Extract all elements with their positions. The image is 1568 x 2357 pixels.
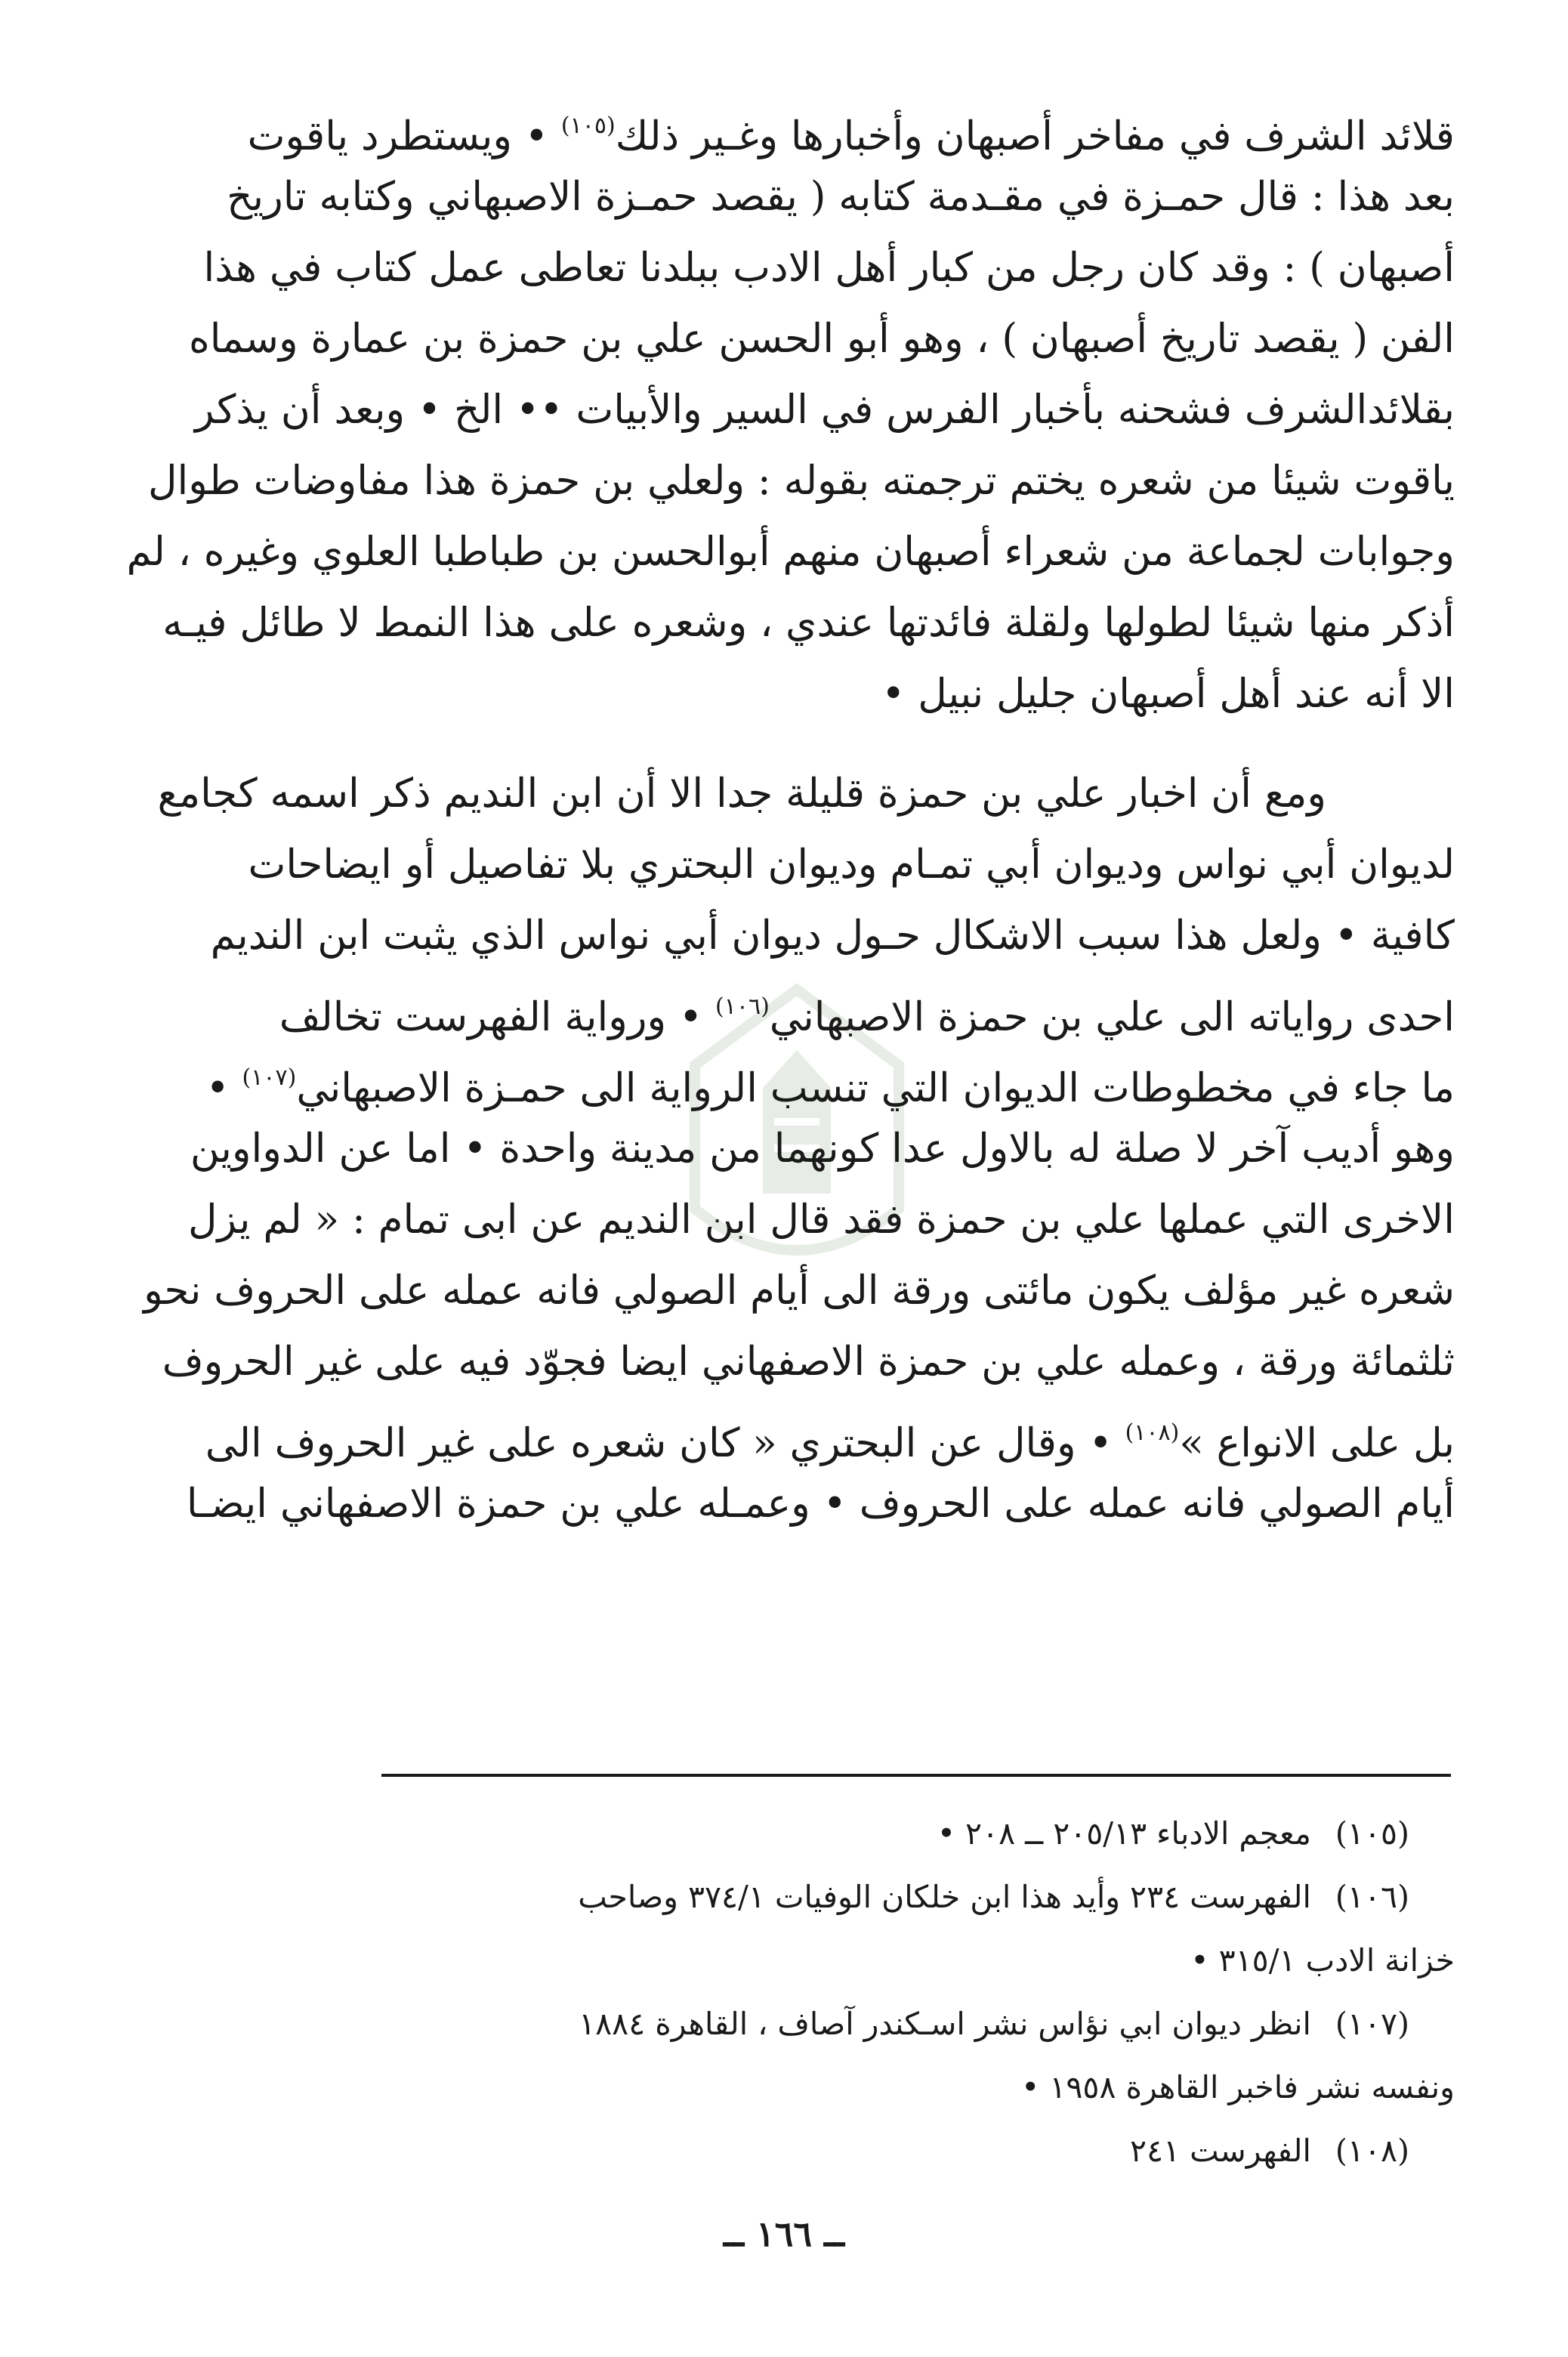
text-line	[113, 588, 1455, 659]
footnote-number: (١٠٦)	[1335, 1879, 1409, 1915]
footnote-line	[113, 1992, 1455, 2056]
footnote-separator	[381, 1774, 1451, 1777]
text-line	[113, 162, 1455, 233]
text-line	[113, 91, 1455, 162]
line-text: وهو أديب آخر لا صلة له بالاول عدا كونهما من مدينة واحدة • اما عن الدواوين	[190, 1126, 1455, 1172]
footnote-line	[113, 1929, 1455, 1992]
text-line	[113, 1185, 1455, 1256]
text-line	[113, 900, 1455, 972]
text-line	[113, 1114, 1455, 1185]
line-text: ثلثمائة ورقة ، وعمله علي بن حمزة الاصفهاني ايضا فجوّد فيه على غير الحروف	[162, 1339, 1455, 1385]
footnote-number: (١٠٨)	[1335, 2133, 1409, 2169]
footnote-marker[interactable]: (١٠٧)	[242, 1064, 297, 1091]
line-text: الفن ( يقصد تاريخ أصبهان ) ، وهو أبو الحسن علي بن حمزة بن عمارة وسماه	[189, 316, 1455, 362]
text-line	[113, 1398, 1455, 1469]
line-text-after: • ويستطرد ياقوت	[247, 113, 561, 159]
footnote-text: الفهرست ٢٤١	[1130, 2133, 1311, 2169]
footnote-line	[113, 1802, 1455, 1865]
line-text: الا أنه عند أهل أصبهان جليل نبيل •	[881, 671, 1455, 717]
paragraph-gap	[113, 730, 1455, 758]
text-line	[113, 446, 1455, 517]
line-text: كافية • ولعل هذا سبب الاشكال حـول ديوان أبي نواس الذي يثبت ابن النديم	[210, 913, 1455, 959]
text-line	[113, 304, 1455, 375]
body-text	[113, 91, 1455, 1540]
footnote-text: معجم الادباء ٢٠٥/١٣ ــ ٢٠٨ •	[937, 1815, 1311, 1852]
text-line	[113, 758, 1455, 829]
footnotes	[113, 1802, 1455, 2182]
line-text: لديوان أبي نواس وديوان أبي تمـام وديوان البحتري بلا تفاصيل أو ايضاحات	[248, 842, 1455, 888]
footnote-marker[interactable]: (١٠٥)	[560, 113, 616, 139]
line-text: أذكر منها شيئا لطولها ولقلة فائدتها عندي ، وشعره على هذا النمط لا طائل فيـه	[162, 600, 1455, 646]
line-text: شعره غير مؤلف يكون مائتى ورقة الى أيام الصولي فانه عمله على الحروف نحو	[144, 1268, 1455, 1314]
text-line	[113, 1256, 1455, 1327]
footnote-text: انظر ديوان ابي نؤاس نشر اسـكندر آصاف ، القاهرة ١٨٨٤	[579, 2006, 1311, 2042]
line-text: بعد هذا : قال حمـزة في مقـدمة كتابه ( يقصد حمـزة الاصبهاني وكتابه تاريخ	[227, 174, 1455, 220]
footnote-number: (١٠٧)	[1335, 2006, 1409, 2042]
line-text-after: • ورواية الفهرست تخالف	[279, 994, 715, 1040]
footnote-line	[113, 2119, 1455, 2182]
footnote-marker[interactable]: (١٠٨)	[1125, 1419, 1180, 1446]
line-text: ياقوت شيئا من شعره يختم ترجمته بقوله : ولعلي بن حمزة هذا مفاوضات طوال	[147, 458, 1455, 504]
footnote-text: خزانة الادب ٣١٥/١ •	[1190, 1942, 1455, 1979]
text-line	[113, 1327, 1455, 1398]
text-line	[113, 659, 1455, 730]
line-text: الاخرى التي عملها علي بن حمزة فقد قال ابن النديم عن ابى تمام : « لم يزل	[188, 1197, 1455, 1243]
text-line	[113, 233, 1455, 304]
line-text: أصبهان ) : وقد كان رجل من كبار أهل الادب ببلدنا تعاطى عمل كتاب في هذا	[203, 245, 1455, 291]
text-line	[113, 829, 1455, 900]
line-text: وجوابات لجماعة من شعراء أصبهان منهم أبوالحسن بن طباطبا العلوي وغيره ، لم	[126, 529, 1455, 575]
footnote-number: (١٠٥)	[1335, 1815, 1409, 1852]
line-text: احدى رواياته الى علي بن حمزة الاصبهاني	[769, 994, 1455, 1040]
line-text-after: •	[205, 1065, 242, 1111]
page-number: ــ ١٦٦ ــ	[723, 2213, 845, 2254]
footnote-line	[113, 1865, 1455, 1929]
text-line	[113, 375, 1455, 446]
footnote-line	[113, 2056, 1455, 2119]
footnote-marker[interactable]: (١٠٦)	[715, 993, 770, 1020]
line-text-after: • وقال عن البحتري « كان شعره على غير الحروف الى	[205, 1420, 1125, 1466]
line-text: أيام الصولي فانه عمله على الحروف • وعمـله علي بن حمزة الاصفهاني ايضـا	[186, 1481, 1455, 1527]
line-text: ما جاء في مخطوطات الديوان التي تنسب الرواية الى حمـزة الاصبهاني	[296, 1065, 1455, 1111]
line-text: ومع أن اخبار علي بن حمزة قليلة جدا الا أن ابن النديم ذكر اسمه كجامع	[157, 771, 1326, 817]
line-text: بل على الانواع »	[1179, 1420, 1455, 1466]
footnote-text: ونفسه نشر فاخبر القاهرة ١٩٥٨ •	[1021, 2069, 1455, 2105]
line-text: قلائد الشرف في مفاخر أصبهان وأخبارها وغـير ذلك	[615, 113, 1455, 159]
line-text: بقلائدالشرف فشحنه بأخبار الفرس في السير والأبيات •• الخ • وبعد أن يذكر	[194, 387, 1455, 433]
text-line	[113, 972, 1455, 1043]
text-line	[113, 1469, 1455, 1540]
text-line	[113, 1043, 1455, 1114]
footnote-text: الفهرست ٢٣٤ وأيد هذا ابن خلكان الوفيات ٣٧٤/١ وصاحب	[578, 1879, 1311, 1915]
text-line	[113, 517, 1455, 588]
